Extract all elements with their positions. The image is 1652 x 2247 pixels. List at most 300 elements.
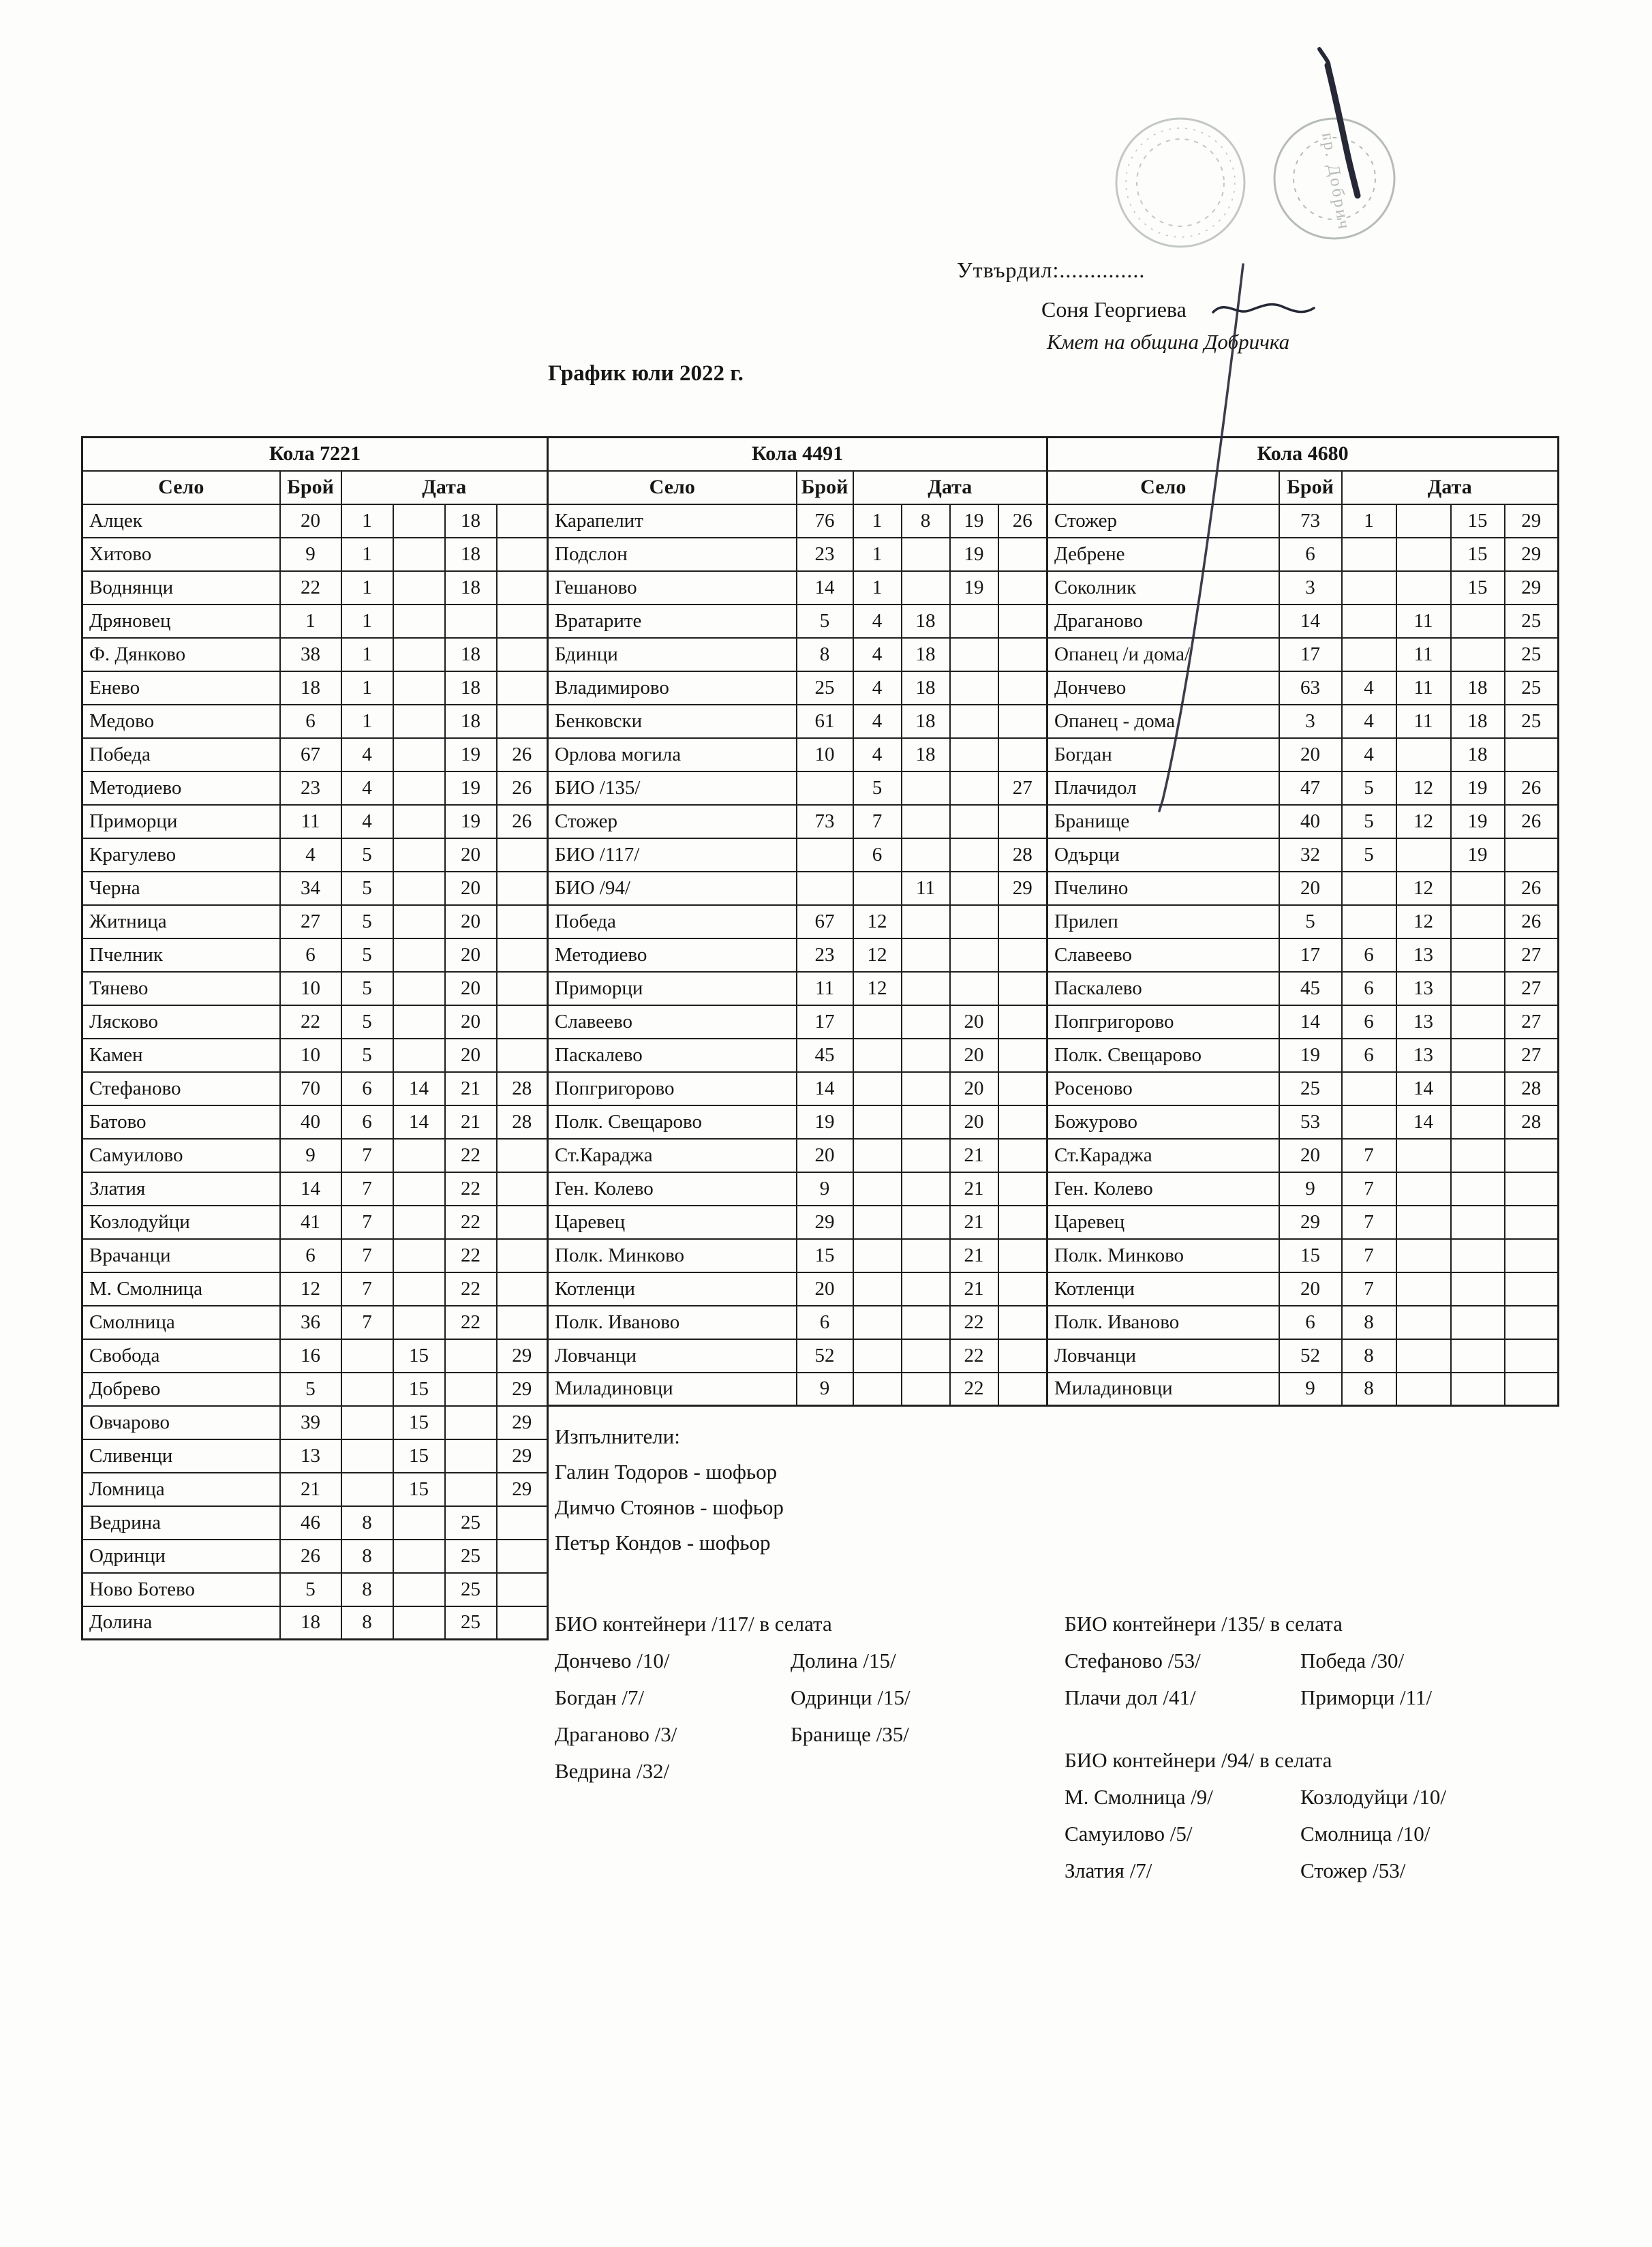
count-cell: 6: [1279, 1306, 1342, 1339]
date-cell: [393, 504, 445, 538]
date-cell: 29: [1505, 538, 1559, 571]
date-cell: 11: [1396, 638, 1451, 671]
date-cell: 7: [1342, 1206, 1396, 1239]
table-row: [1047, 504, 1559, 538]
count-cell: 19: [1279, 1039, 1342, 1072]
count-cell: 52: [797, 1339, 853, 1373]
date-cell: [1451, 1005, 1505, 1039]
village-cell: Одърци: [1047, 838, 1279, 872]
count-cell: 73: [1279, 504, 1342, 538]
date-cell: [497, 872, 548, 905]
table-row: [82, 1606, 548, 1640]
date-cell: 19: [950, 571, 998, 605]
date-cell: [497, 1172, 548, 1206]
count-cell: 47: [1279, 771, 1342, 805]
date-cell: 29: [497, 1473, 548, 1506]
count-cell: 6: [1279, 538, 1342, 571]
date-cell: [393, 905, 445, 938]
count-cell: [797, 872, 853, 905]
date-cell: 7: [1342, 1239, 1396, 1272]
date-cell: 4: [853, 738, 902, 771]
date-cell: [497, 504, 548, 538]
bio-item: Смолница /10/: [1300, 1822, 1431, 1846]
date-cell: 19: [1451, 805, 1505, 838]
count-cell: 46: [280, 1506, 341, 1540]
village-cell: Батово: [82, 1105, 280, 1139]
village-cell: Опанец /и дома/: [1047, 638, 1279, 671]
date-cell: 1: [341, 504, 393, 538]
date-cell: [998, 805, 1047, 838]
date-cell: 19: [950, 538, 998, 571]
date-cell: [950, 771, 998, 805]
village-cell: Попгригорово: [548, 1072, 797, 1105]
table-row: [82, 504, 548, 538]
date-cell: [1342, 571, 1396, 605]
date-cell: 12: [1396, 905, 1451, 938]
date-cell: 12: [853, 905, 902, 938]
table-title-row: [548, 438, 1047, 471]
date-cell: [1505, 1206, 1559, 1239]
village-cell: Опанец - дома: [1047, 705, 1279, 738]
count-cell: 20: [1279, 738, 1342, 771]
date-cell: [950, 838, 998, 872]
date-cell: [902, 538, 950, 571]
table-row: [1047, 905, 1559, 938]
date-cell: [853, 1339, 902, 1373]
village-cell: Паскалево: [1047, 972, 1279, 1005]
col-header-village: Село: [548, 471, 797, 504]
date-cell: [1342, 1072, 1396, 1105]
date-cell: [1396, 1206, 1451, 1239]
date-cell: [998, 1005, 1047, 1039]
table-row: [1047, 938, 1559, 972]
date-cell: [393, 1139, 445, 1172]
date-cell: 4: [1342, 738, 1396, 771]
table-row: [1047, 1272, 1559, 1306]
count-cell: 29: [1279, 1206, 1342, 1239]
village-cell: Бранище: [1047, 805, 1279, 838]
table-row: [548, 938, 1047, 972]
date-cell: [497, 705, 548, 738]
table-row: [1047, 1239, 1559, 1272]
executors-heading: Изпълнители:: [555, 1424, 680, 1448]
count-cell: 32: [1279, 838, 1342, 872]
count-cell: 16: [280, 1339, 341, 1373]
date-cell: 14: [393, 1105, 445, 1139]
table-row: [82, 1439, 548, 1473]
date-cell: [950, 872, 998, 905]
count-cell: 6: [280, 938, 341, 972]
date-cell: 18: [902, 605, 950, 638]
date-cell: 19: [445, 771, 497, 805]
date-cell: [998, 1072, 1047, 1105]
date-cell: [497, 571, 548, 605]
date-cell: [998, 1339, 1047, 1373]
date-cell: 22: [445, 1206, 497, 1239]
date-cell: [998, 538, 1047, 571]
date-cell: [393, 1005, 445, 1039]
date-cell: [1505, 1272, 1559, 1306]
bio-row: [1065, 1779, 1446, 1816]
date-cell: 12: [853, 938, 902, 972]
date-cell: 22: [445, 1239, 497, 1272]
date-cell: [497, 1139, 548, 1172]
date-cell: 15: [1451, 504, 1505, 538]
count-cell: 9: [797, 1373, 853, 1406]
table-row: [82, 905, 548, 938]
count-cell: 10: [280, 1039, 341, 1072]
count-cell: 20: [797, 1139, 853, 1172]
date-cell: 20: [445, 972, 497, 1005]
date-cell: [497, 538, 548, 571]
date-cell: 26: [1505, 905, 1559, 938]
table-row: [82, 738, 548, 771]
village-cell: Котленци: [1047, 1272, 1279, 1306]
table-row: [1047, 671, 1559, 705]
date-cell: [393, 972, 445, 1005]
date-cell: [1451, 1272, 1505, 1306]
village-cell: Методиево: [82, 771, 280, 805]
table-row: [1047, 1139, 1559, 1172]
date-cell: [998, 1172, 1047, 1206]
count-cell: 3: [1279, 705, 1342, 738]
count-cell: 29: [797, 1206, 853, 1239]
date-cell: [341, 1439, 393, 1473]
village-cell: Ловчанци: [548, 1339, 797, 1373]
table-row: [1047, 805, 1559, 838]
date-cell: [393, 805, 445, 838]
date-cell: 6: [1342, 938, 1396, 972]
date-cell: [393, 571, 445, 605]
date-cell: 4: [341, 805, 393, 838]
count-cell: 15: [1279, 1239, 1342, 1272]
village-cell: Черна: [82, 872, 280, 905]
count-cell: 26: [280, 1540, 341, 1573]
date-cell: 21: [950, 1272, 998, 1306]
date-cell: [1396, 1306, 1451, 1339]
date-cell: 18: [445, 538, 497, 571]
village-cell: Соколник: [1047, 571, 1279, 605]
count-cell: 27: [280, 905, 341, 938]
date-cell: 18: [902, 638, 950, 671]
date-cell: 21: [445, 1072, 497, 1105]
count-cell: 11: [797, 972, 853, 1005]
date-cell: [497, 1540, 548, 1573]
date-cell: 11: [1396, 705, 1451, 738]
village-cell: Пчелник: [82, 938, 280, 972]
bio-row: [555, 1753, 911, 1790]
date-cell: [902, 1172, 950, 1206]
count-cell: 9: [1279, 1172, 1342, 1206]
bio-item: Дончево /10/: [555, 1649, 670, 1672]
date-cell: 5: [1342, 838, 1396, 872]
table-row: [548, 738, 1047, 771]
count-cell: 53: [1279, 1105, 1342, 1139]
date-cell: 20: [445, 872, 497, 905]
village-cell: Попгригорово: [1047, 1005, 1279, 1039]
date-cell: [341, 1339, 393, 1373]
date-cell: 26: [497, 771, 548, 805]
village-cell: Владимирово: [548, 671, 797, 705]
date-cell: [902, 1206, 950, 1239]
date-cell: 14: [1396, 1072, 1451, 1105]
date-cell: [853, 1206, 902, 1239]
count-cell: 36: [280, 1306, 341, 1339]
village-cell: Ново Ботево: [82, 1573, 280, 1606]
date-cell: 8: [1342, 1339, 1396, 1373]
table-row: [548, 1039, 1047, 1072]
date-cell: 5: [341, 838, 393, 872]
date-cell: [950, 605, 998, 638]
village-cell: Бдинци: [548, 638, 797, 671]
date-cell: 20: [445, 1039, 497, 1072]
date-cell: [853, 1373, 902, 1406]
count-cell: 73: [797, 805, 853, 838]
bio-item: Стожер /53/: [1300, 1859, 1406, 1882]
date-cell: 21: [950, 1239, 998, 1272]
date-cell: [393, 605, 445, 638]
village-cell: Стожер: [548, 805, 797, 838]
count-cell: 19: [797, 1105, 853, 1139]
date-cell: [950, 671, 998, 705]
table-row: [1047, 1306, 1559, 1339]
schedule-table-car-7221: [81, 436, 549, 1640]
count-cell: 10: [797, 738, 853, 771]
village-cell: Полк. Иваново: [548, 1306, 797, 1339]
count-cell: 6: [280, 1239, 341, 1272]
date-cell: 11: [1396, 605, 1451, 638]
count-cell: 25: [1279, 1072, 1342, 1105]
village-cell: Царевец: [548, 1206, 797, 1239]
date-cell: [393, 1506, 445, 1540]
date-cell: [998, 1039, 1047, 1072]
date-cell: [902, 1072, 950, 1105]
table-row: [82, 972, 548, 1005]
date-cell: [902, 1239, 950, 1272]
date-cell: 22: [445, 1272, 497, 1306]
date-cell: 5: [853, 771, 902, 805]
date-cell: 20: [445, 838, 497, 872]
date-cell: [1396, 1139, 1451, 1172]
date-cell: [393, 1206, 445, 1239]
date-cell: [393, 671, 445, 705]
table-row: [548, 671, 1047, 705]
village-cell: Ст.Караджа: [548, 1139, 797, 1172]
table-row: [1047, 872, 1559, 905]
count-cell: 3: [1279, 571, 1342, 605]
bio-item: Приморци /11/: [1300, 1685, 1433, 1709]
date-cell: [902, 1306, 950, 1339]
date-cell: 25: [445, 1540, 497, 1573]
schedule-table-car-4491: [547, 436, 1048, 1407]
count-cell: 5: [280, 1373, 341, 1406]
date-cell: [998, 671, 1047, 705]
date-cell: 20: [445, 1005, 497, 1039]
date-cell: [497, 972, 548, 1005]
date-cell: [902, 1339, 950, 1373]
village-cell: Врачанци: [82, 1239, 280, 1272]
date-cell: [1342, 605, 1396, 638]
approver-name: Соня Георгиева: [1041, 297, 1187, 322]
date-cell: [497, 671, 548, 705]
date-cell: 18: [1451, 671, 1505, 705]
village-cell: М. Смолница: [82, 1272, 280, 1306]
executor-name: Димчо Стоянов - шофьор: [555, 1495, 784, 1519]
date-cell: 29: [497, 1439, 548, 1473]
date-cell: 5: [341, 938, 393, 972]
date-cell: [1505, 1239, 1559, 1272]
table-row: [548, 1172, 1047, 1206]
bio-containers-94-list: [1065, 1742, 1446, 1889]
date-cell: [341, 1473, 393, 1506]
date-cell: [1451, 1039, 1505, 1072]
village-cell: Хитово: [82, 538, 280, 571]
date-cell: [1396, 1272, 1451, 1306]
table-row: [548, 705, 1047, 738]
executor-name: Петър Кондов - шофьор: [555, 1531, 771, 1555]
count-cell: 20: [280, 504, 341, 538]
car-title: Кола 4491: [548, 438, 1047, 471]
bio-row: [1065, 1642, 1432, 1679]
bio-row: [1065, 1816, 1446, 1852]
date-cell: [497, 1039, 548, 1072]
table-row: [1047, 1339, 1559, 1373]
date-cell: 5: [341, 905, 393, 938]
date-cell: 14: [393, 1072, 445, 1105]
count-cell: 18: [280, 1606, 341, 1640]
date-cell: 8: [1342, 1373, 1396, 1406]
date-cell: 4: [853, 705, 902, 738]
count-cell: 63: [1279, 671, 1342, 705]
date-cell: [853, 1306, 902, 1339]
date-cell: [902, 972, 950, 1005]
col-header-date: Дата: [853, 471, 1047, 504]
date-cell: 28: [497, 1072, 548, 1105]
date-cell: 25: [1505, 671, 1559, 705]
date-cell: [1451, 972, 1505, 1005]
date-cell: [1342, 538, 1396, 571]
table-row: [548, 972, 1047, 1005]
date-cell: [1505, 1373, 1559, 1406]
table-row: [1047, 638, 1559, 671]
date-cell: [393, 738, 445, 771]
approver-title: Кмет на община Добричка: [1047, 330, 1290, 354]
date-cell: 20: [950, 1039, 998, 1072]
table-row: [82, 1272, 548, 1306]
village-cell: Богдан: [1047, 738, 1279, 771]
table-row: [82, 771, 548, 805]
count-cell: 17: [797, 1005, 853, 1039]
bio-item: Самуилово /5/: [1065, 1822, 1193, 1846]
date-cell: [497, 938, 548, 972]
date-cell: [445, 605, 497, 638]
date-cell: 25: [1505, 705, 1559, 738]
date-cell: 6: [1342, 972, 1396, 1005]
schedule-table-car-4680: [1046, 436, 1559, 1407]
date-cell: 15: [393, 1406, 445, 1439]
bio-94-heading: БИО контейнери /94/ в селата: [1065, 1748, 1332, 1772]
count-cell: 39: [280, 1406, 341, 1439]
table-row: [548, 872, 1047, 905]
village-cell: Самуилово: [82, 1139, 280, 1172]
date-cell: 22: [950, 1306, 998, 1339]
table-row: [1047, 1206, 1559, 1239]
count-cell: 67: [280, 738, 341, 771]
bio-item: Бранище /35/: [791, 1722, 909, 1746]
date-cell: 19: [445, 805, 497, 838]
table-row: [548, 605, 1047, 638]
date-cell: [902, 1373, 950, 1406]
date-cell: [497, 1306, 548, 1339]
date-cell: 4: [853, 671, 902, 705]
date-cell: 1: [341, 638, 393, 671]
count-cell: 45: [797, 1039, 853, 1072]
date-cell: [497, 1272, 548, 1306]
bio-row: [555, 1716, 911, 1753]
date-cell: [497, 1606, 548, 1640]
date-cell: 8: [1342, 1306, 1396, 1339]
village-cell: Бенковски: [548, 705, 797, 738]
village-cell: Ломница: [82, 1473, 280, 1506]
village-cell: Свобода: [82, 1339, 280, 1373]
village-cell: Котленци: [548, 1272, 797, 1306]
count-cell: 20: [1279, 1139, 1342, 1172]
date-cell: [902, 1005, 950, 1039]
table-row: [82, 1005, 548, 1039]
count-cell: 13: [280, 1439, 341, 1473]
approval-label: Утвърдил:..............: [957, 258, 1146, 282]
date-cell: [950, 638, 998, 671]
date-cell: 28: [998, 838, 1047, 872]
bio-row: [555, 1679, 911, 1716]
village-cell: Ст.Караджа: [1047, 1139, 1279, 1172]
date-cell: 6: [341, 1072, 393, 1105]
count-cell: 17: [1279, 638, 1342, 671]
date-cell: [393, 938, 445, 972]
date-cell: 15: [393, 1439, 445, 1473]
date-cell: 13: [1396, 1005, 1451, 1039]
village-cell: Козлодуйци: [82, 1206, 280, 1239]
table-row: [1047, 571, 1559, 605]
col-header-count: Брой: [1279, 471, 1342, 504]
date-cell: [998, 1272, 1047, 1306]
date-cell: 18: [902, 738, 950, 771]
village-cell: Камен: [82, 1039, 280, 1072]
date-cell: [1505, 1139, 1559, 1172]
date-cell: 19: [1451, 771, 1505, 805]
table-row: [548, 1339, 1047, 1373]
count-cell: 61: [797, 705, 853, 738]
village-cell: Ведрина: [82, 1506, 280, 1540]
date-cell: [393, 1306, 445, 1339]
count-cell: 70: [280, 1072, 341, 1105]
date-cell: [1396, 571, 1451, 605]
date-cell: 26: [998, 504, 1047, 538]
count-cell: 14: [1279, 1005, 1342, 1039]
date-cell: 15: [393, 1339, 445, 1373]
date-cell: 6: [853, 838, 902, 872]
bio-containers-135-list: [1065, 1606, 1432, 1716]
bio-row: [1065, 1852, 1446, 1889]
date-cell: [393, 771, 445, 805]
village-cell: Полк. Свещарово: [1047, 1039, 1279, 1072]
table-row: [548, 1072, 1047, 1105]
date-cell: [902, 771, 950, 805]
date-cell: 29: [497, 1373, 548, 1406]
count-cell: 21: [280, 1473, 341, 1506]
date-cell: [1505, 738, 1559, 771]
table-row: [82, 1105, 548, 1139]
